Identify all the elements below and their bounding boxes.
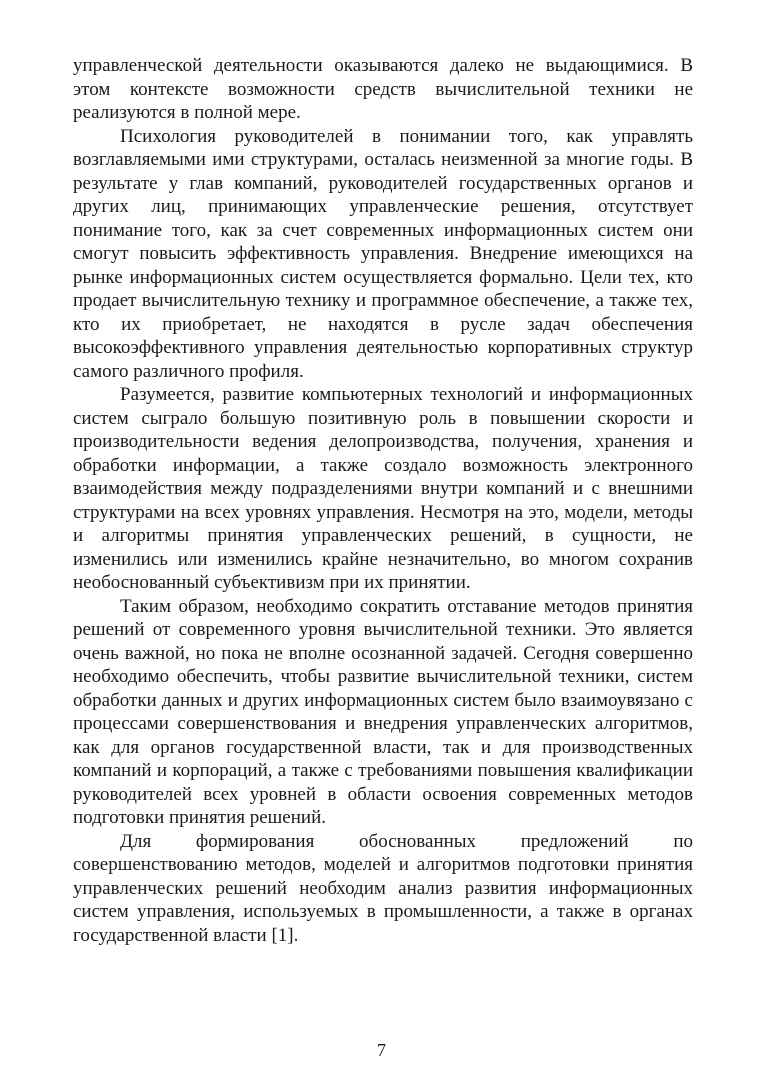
page-number: 7	[377, 1040, 386, 1060]
paragraph-analysis: Для формирования обоснованных предложений по совершенствованию методов, моделей и алгоритмов подготовки принятия управленческих решений необходим анализ развития информационных систем управления, используемых в промышленности, а также в органах государственной власти [1].	[73, 830, 693, 946]
document-body	[73, 54, 693, 947]
paragraph-psychology: Психология руководителей в понимании того, как управлять возглавляемыми ими структурами, осталась неизменной за многие годы. В результате у глав компаний, руководителей государственных органов и других лиц, принимающих управленческие решения, отсутствует понимание того, как за счет современных информационных систем они смогут повысить эффективность управления. Внедрение имеющихся на рынке информационных систем осуществляется формально. Цели тех, кто продает вычислительную технику и программное обеспечение, а также тех, кто их приобретает, не находятся в русле задач обеспечения высокоэффективного управления деятельностью корпоративных структур самого различного профиля.	[73, 125, 693, 382]
paragraph-technology: Разумеется, развитие компьютерных технологий и информационных систем сыграло большую позитивную роль в повышении скорости и производительности ведения делопроизводства, получения, хранения и обработки информации, а также создало возможность электронного взаимодействия между подразделениями внутри компаний и с внешними структурами на всех уровнях управления. Несмотря на это, модели, методы и алгоритмы принятия управленческих решений, в сущности, не изменились или изменились крайне незначительно, во многом сохранив необоснованный субъективизм при их принятии.	[73, 384, 693, 593]
paragraph-continuation: управленческой деятельности оказываются далеко не выдающимися. В этом контексте возможности средств вычислительной техники не реализуются в полной мере.	[73, 55, 693, 123]
paragraph-conclusion: Таким образом, необходимо сократить отставание методов принятия решений от современного уровня вычислительной техники. Это является очень важной, но пока не вполне осознанной задачей. Сегодня совершенно необходимо обеспечить, чтобы развитие вычислительной техники, систем обработки данных и других информационных систем было взаимоувязано с процессами совершенствования и внедрения управленческих алгоритмов, как для органов государственной власти, так и для производственных компаний и корпораций, а также с требованиями повышения квалификации руководителей всех уровней в области освоения современных методов подготовки принятия решений.	[73, 595, 693, 828]
